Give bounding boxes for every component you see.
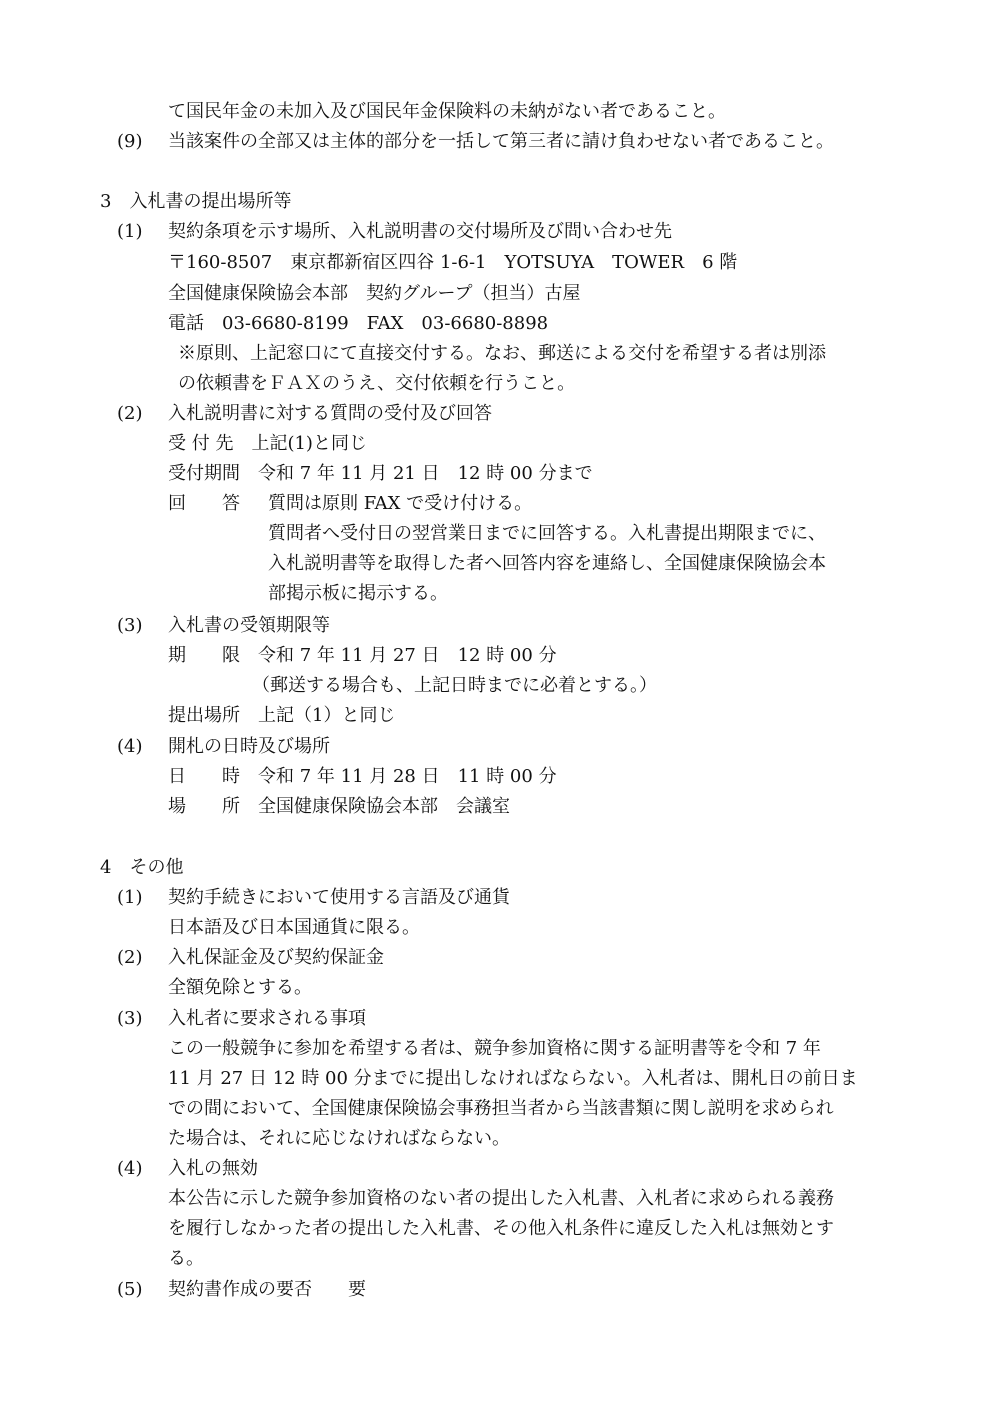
item-number: (2) — [117, 403, 143, 424]
text-line: 受付期間 令和 7 年 11 月 21 日 12 時 00 分まで — [168, 463, 593, 484]
item-number: (9) — [117, 131, 143, 152]
phone-line: 電話 03-6680-8199 FAX 03-6680-8898 — [168, 313, 549, 334]
note-line: ※原則、上記窓口にて直接交付する。なお、郵送による交付を希望する者は別添 — [178, 343, 826, 364]
answer-label: 回 答 — [168, 493, 240, 514]
text-line: 提出場所 上記（1）と同じ — [168, 705, 396, 726]
section-heading: 4 その他 — [100, 857, 184, 878]
item-heading: 開札の日時及び場所 — [168, 736, 330, 757]
text-line: 日 時 令和 7 年 11 月 28 日 11 時 00 分 — [168, 766, 557, 787]
text-line: た場合は、それに応じなければならない。 — [168, 1128, 510, 1149]
text-line: での間において、全国健康保険協会事務担当者から当該書類に関し説明を求められ — [168, 1098, 834, 1119]
item-heading: 契約手続きにおいて使用する言語及び通貨 — [168, 887, 510, 908]
text-line: 場 所 全国健康保険協会本部 会議室 — [168, 796, 510, 817]
text-line: この一般競争に参加を希望する者は、競争参加資格に関する証明書等を令和 7 年 — [168, 1038, 821, 1059]
note-line: の依頼書をＦＡＸのうえ、交付依頼を行うこと。 — [178, 373, 576, 394]
address-line: 〒160-8507 東京都新宿区四谷 1-6-1 YOTSUYA TOWER 6 階 — [168, 252, 738, 273]
text-line: 質問は原則 FAX で受け付ける。 — [268, 493, 533, 514]
text-line: 質問者へ受付日の翌営業日までに回答する。入札書提出期限までに、 — [268, 523, 826, 544]
item-heading: 入札説明書に対する質問の受付及び回答 — [168, 403, 492, 424]
text-line: 期 限 令和 7 年 11 月 27 日 12 時 00 分 — [168, 645, 557, 666]
text-line: 全額免除とする。 — [168, 977, 312, 998]
text-line: 入札説明書等を取得した者へ回答内容を連絡し、全国健康保険協会本 — [268, 553, 826, 574]
text-line: を履行しなかった者の提出した入札書、その他入札条件に違反した入札は無効とす — [168, 1218, 834, 1239]
item-number: (5) — [117, 1279, 143, 1300]
item-number: (2) — [117, 947, 143, 968]
text-line: 日本語及び日本国通貨に限る。 — [168, 917, 420, 938]
text-line: て国民年金の未加入及び国民年金保険料の未納がない者であること。 — [168, 101, 726, 122]
item-heading: 入札保証金及び契約保証金 — [168, 947, 384, 968]
office-line: 全国健康保険協会本部 契約グループ（担当）古屋 — [168, 283, 581, 304]
item-number: (3) — [117, 1008, 143, 1029]
text-line: （郵送する場合も、上記日時までに必着とする。） — [252, 675, 657, 696]
item-number: (3) — [117, 615, 143, 636]
item-heading: 入札者に要求される事項 — [168, 1008, 366, 1029]
item-number: (1) — [117, 221, 143, 242]
item-number: (4) — [117, 1158, 143, 1179]
text-line: る。 — [168, 1248, 204, 1269]
section-heading: 3 入札書の提出場所等 — [100, 191, 292, 212]
text-line: 本公告に示した競争参加資格のない者の提出した入札書、入札者に求められる義務 — [168, 1188, 834, 1209]
text-line: 当該案件の全部又は主体的部分を一括して第三者に請け負わせない者であること。 — [168, 131, 834, 152]
text-line: 部掲示板に掲示する。 — [268, 583, 448, 604]
text-line: 受 付 先 上記(1)と同じ — [168, 433, 367, 454]
text-line: 11 月 27 日 12 時 00 分までに提出しなければならない。入札者は、開札日の前日ま — [168, 1068, 858, 1089]
item-number: (1) — [117, 887, 143, 908]
item-heading: 契約書作成の要否 要 — [168, 1279, 366, 1300]
item-heading: 入札の無効 — [168, 1158, 258, 1179]
item-heading: 入札書の受領期限等 — [168, 615, 330, 636]
item-heading: 契約条項を示す場所、入札説明書の交付場所及び問い合わせ先 — [168, 221, 672, 242]
item-number: (4) — [117, 736, 143, 757]
